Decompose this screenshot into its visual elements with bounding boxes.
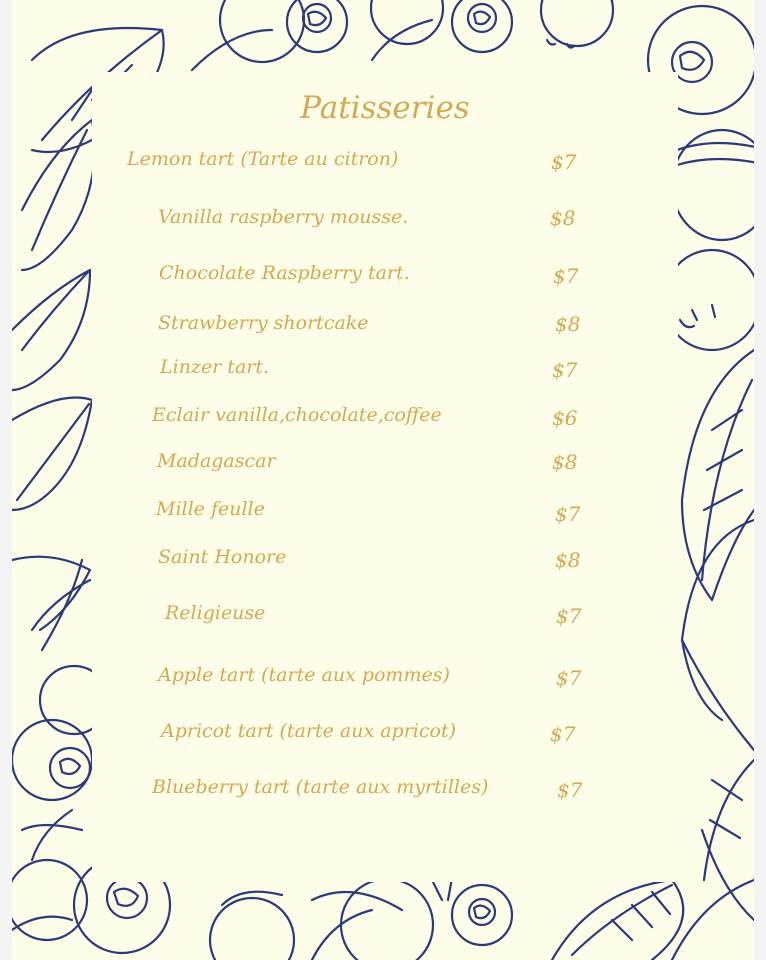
item-name: Chocolate Raspberry tart. (159, 262, 410, 284)
item-price: $7 (551, 150, 577, 174)
item-name: Saint Honore (158, 546, 287, 568)
item-name: Mille feulle (156, 498, 265, 520)
item-price: $7 (556, 604, 582, 628)
item-name: Apple tart (tarte aux pommes) (158, 664, 450, 686)
menu-panel (92, 72, 678, 882)
item-name: Madagascar (157, 450, 276, 472)
item-price: $8 (552, 450, 578, 474)
item-price: $7 (556, 666, 582, 690)
item-price: $8 (550, 206, 576, 230)
menu-title: Patisseries (300, 90, 470, 126)
item-name: Lemon tart (Tarte au citron) (127, 148, 399, 170)
item-name: Apricot tart (tarte aux apricot) (161, 720, 456, 742)
item-price: $8 (555, 312, 581, 336)
menu-sheet (12, 0, 754, 960)
item-name: Religieuse (165, 602, 266, 624)
right-foliage-icon (682, 350, 754, 880)
item-price: $7 (552, 358, 578, 382)
item-name: Vanilla raspberry mousse. (158, 206, 409, 228)
left-foliage-icon (12, 398, 92, 651)
item-price: $7 (550, 722, 576, 746)
item-name: Linzer tart. (160, 356, 270, 378)
top-berries-icon (192, 0, 613, 70)
item-price: $7 (555, 502, 581, 526)
item-price: $8 (555, 548, 581, 572)
item-price: $7 (557, 778, 583, 802)
bottom-berries-icon (210, 878, 512, 960)
item-price: $6 (552, 406, 578, 430)
item-name: Eclair vanilla,chocolate,coffee (152, 404, 442, 426)
item-price: $7 (553, 264, 579, 288)
item-name: Strawberry shortcake (158, 312, 369, 334)
item-name: Blueberry tart (tarte aux myrtilles) (152, 776, 489, 798)
